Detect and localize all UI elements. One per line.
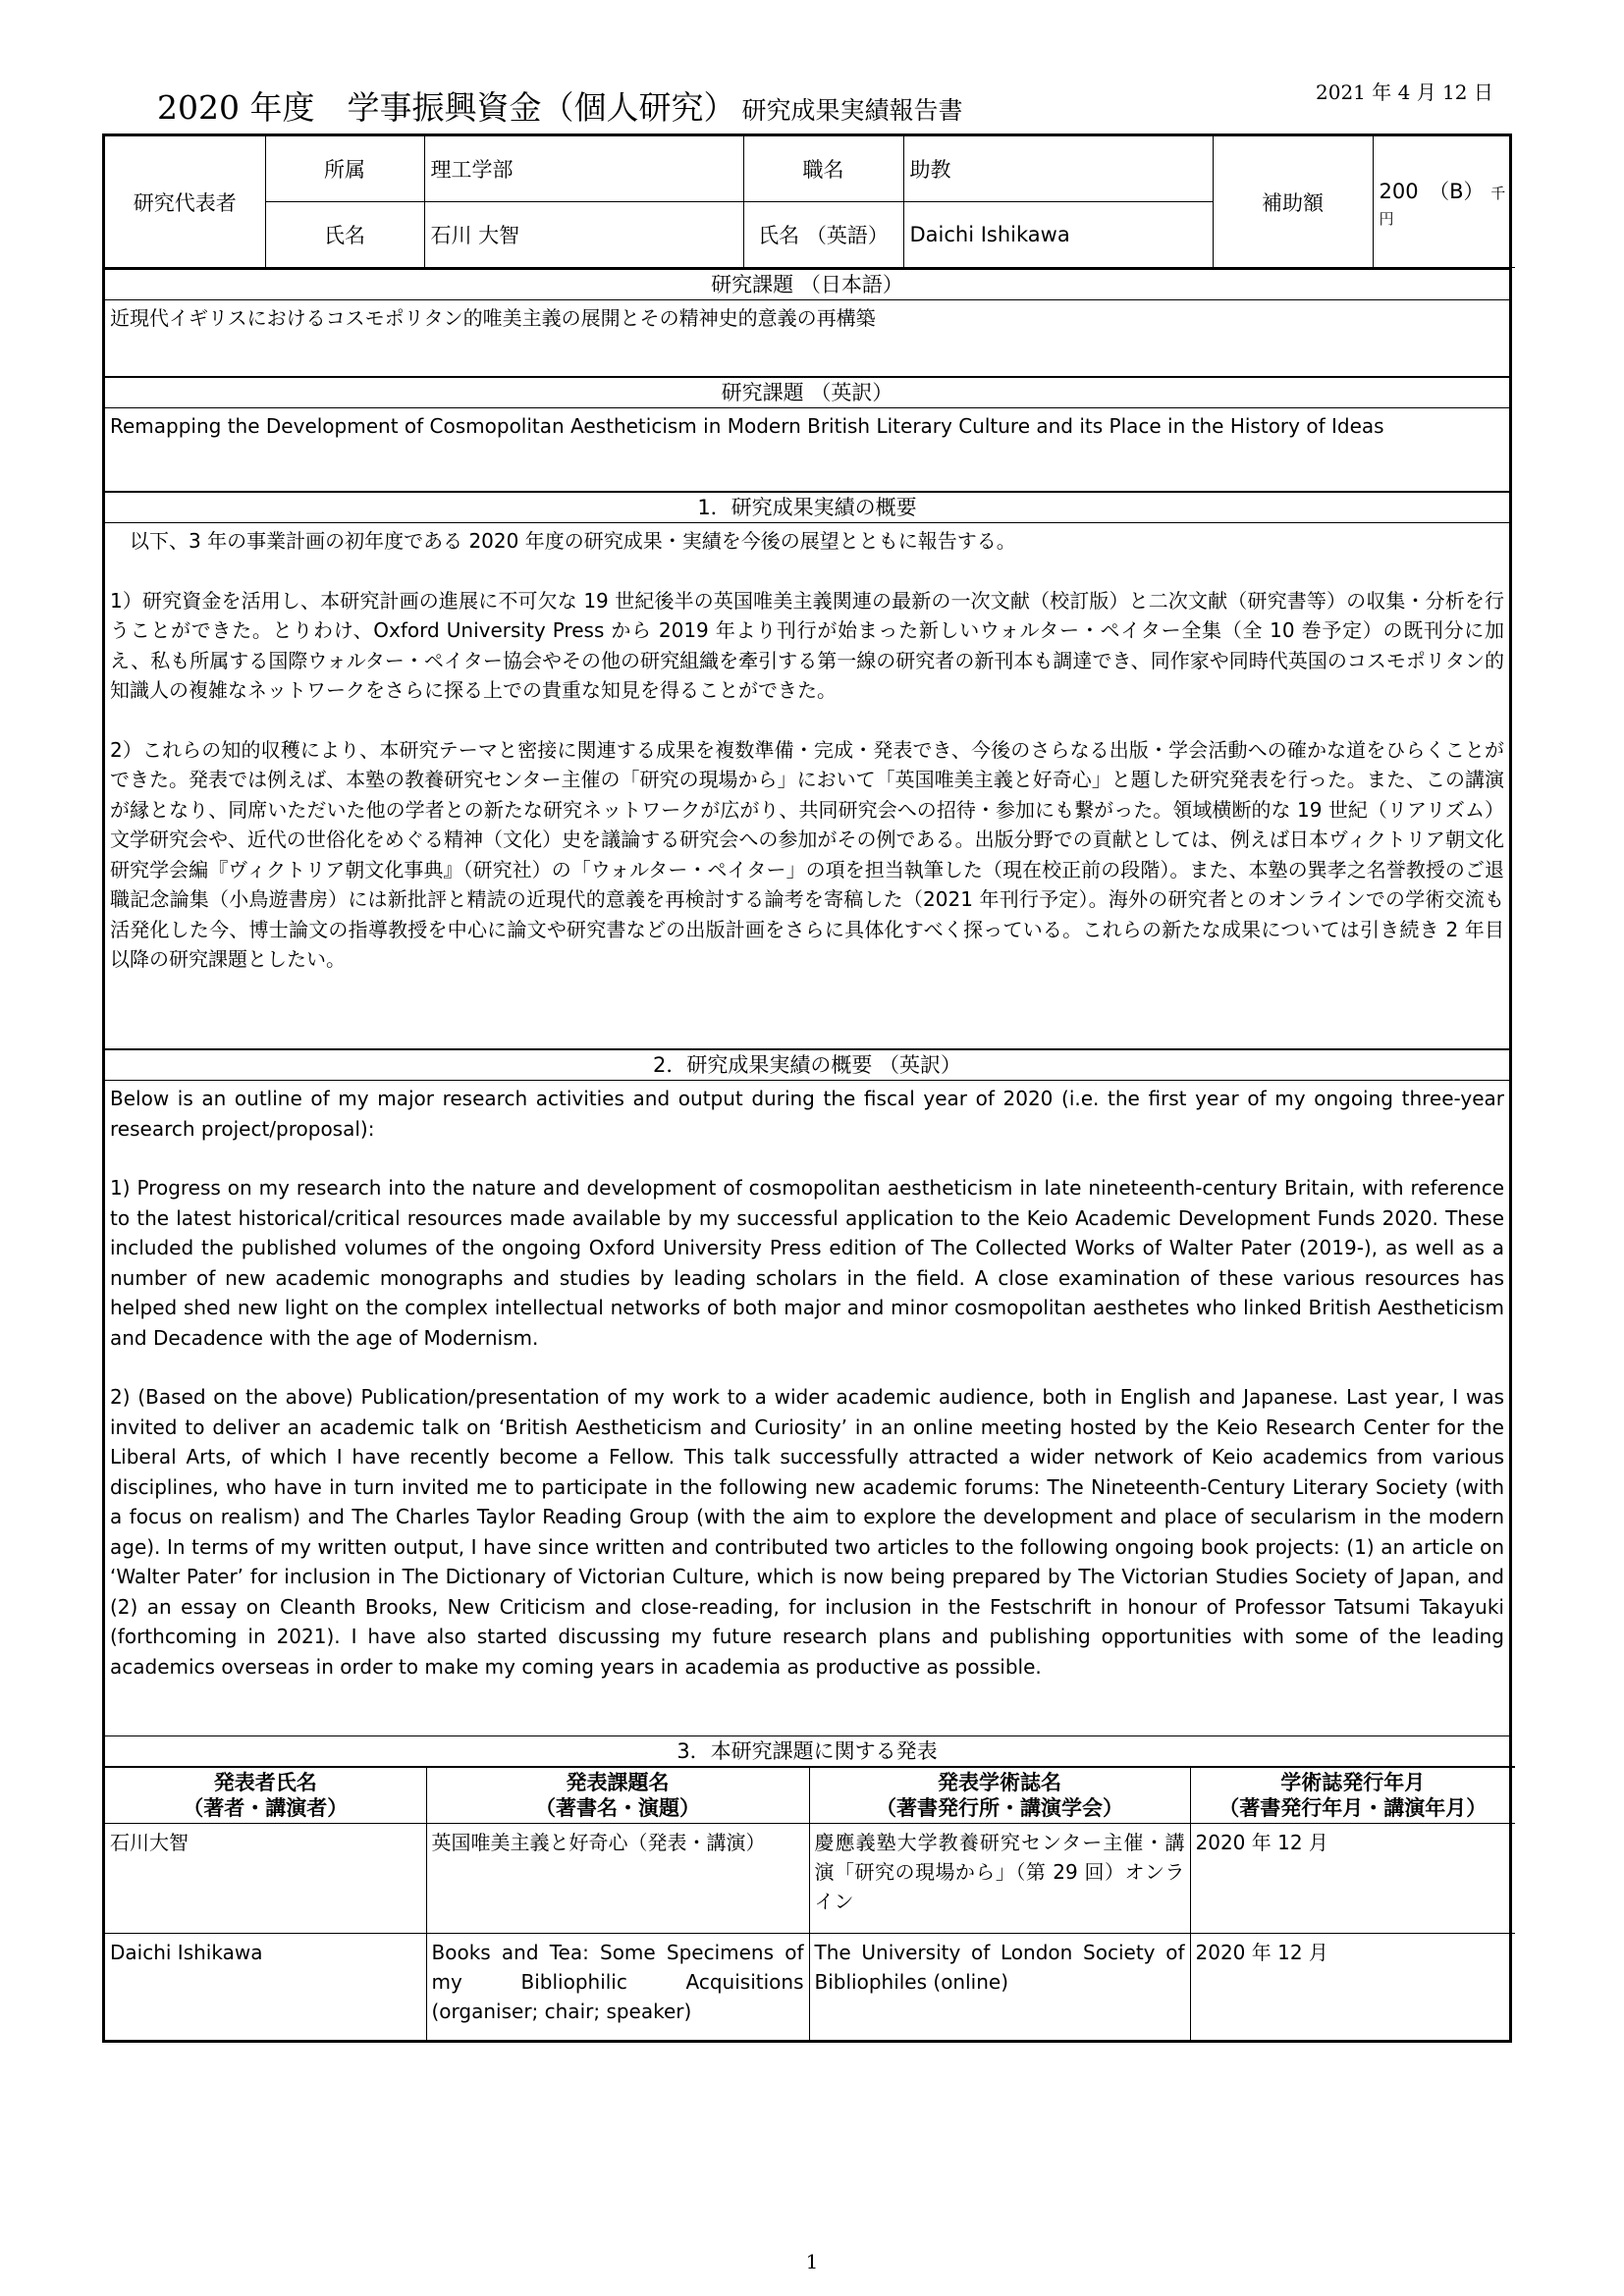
name-value: 石川 大智 xyxy=(424,202,743,268)
publications-heading: 3．本研究課題に関する発表 xyxy=(105,1735,1509,1766)
pub-title-cell: 英国唯美主義と好奇心（発表・講演） xyxy=(426,1824,809,1934)
summary-ja-p2: 1）研究資金を活用し、本研究計画の進展に不可欠な 19 世紀後半の英国唯美主義関連の最新の一次文献（校訂版）と二次文献（研究書等）の収集・分析を行うことができた。とりわけ、Oxford University Press から 2019 年より刊行が始まった新しいウォルター・ペイター全集（全 10 巻予定）の既刊分に加え、私も所属する国際ウォルター・ペイター協会やその他の研究組織を牽引する第一線の研究者の新刊本も調達でき、同作家や同時代英国のコスモポリタン的知識人の複雑なネットワークをさらに探る上での貴重な知見を得ることができた。 xyxy=(110,588,1504,702)
summary-en-p2: 1) Progress on my research into the nature and development of cosmopolitan aestheticism in late nineteenth-century Britain, with reference to the latest historical/critical resources made available by my successful application to the Keio Academic Development Funds 2020. These included the published volumes of the ongoing Oxford University Press edition of The Collected Works of Walter Pater (2019-), as well as a number of new academic monographs and studies by leading scholars in the field. A close examination of these various resources has helped shed new light on the complex intellectual networks of both major and minor cosmopolitan aesthetes who linked British Aestheticism and Decadence with the age of Modernism. xyxy=(110,1176,1504,1350)
publications-header-row xyxy=(105,1767,1515,1824)
name-label: 氏名 xyxy=(265,202,424,268)
table-row xyxy=(105,1934,1515,2040)
pub-date-cell: 2020 年 12 月 xyxy=(1190,1824,1515,1934)
name-en-label: 氏名 （英語） xyxy=(743,202,903,268)
header-table xyxy=(105,136,1515,268)
topic-ja-text: 近現代イギリスにおけるコスモポリタン的唯美主義の展開とその精神史的意義の再構築 xyxy=(110,306,876,330)
presenter-cell: Daichi Ishikawa xyxy=(105,1934,426,2040)
topic-ja-body xyxy=(105,299,1509,376)
publications-table xyxy=(105,1766,1515,2040)
title-main: 2020 年度 学事振興資金（個人研究） xyxy=(157,88,736,127)
title-sub: 研究成果実績報告書 xyxy=(741,96,963,125)
topic-en-text: Remapping the Development of Cosmopolitan Aestheticism in Modern British Literary Culture and its Place in the History of Ideas xyxy=(110,414,1384,438)
summary-ja-p1: 以下、3 年の事業計画の初年度である 2020 年度の研究成果・実績を今後の展望とともに報告する。 xyxy=(110,529,1016,553)
col-venue-header: 発表学術誌名 （著書発行所・講演学会） xyxy=(809,1767,1190,1824)
summary-en-heading: 2．研究成果実績の概要 （英訳） xyxy=(105,1048,1509,1080)
summary-en-body xyxy=(105,1080,1509,1735)
presenter-cell: 石川大智 xyxy=(105,1824,426,1934)
table-row xyxy=(105,1824,1515,1934)
rep-label: 研究代表者 xyxy=(105,136,265,268)
summary-ja-p3: 2）これらの知的収穫により、本研究テーマと密接に関連する成果を複数準備・完成・発表でき、今後のさらなる出版・学会活動への確かな道をひらくことができた。発表では例えば、本塾の教養研究センター主催の「研究の現場から」において「英国唯美主義と好奇心」と題した研究発表を行った。また、この講演が縁となり、同席いただいた他の学者との新たな研究ネットワークが広がり、共同研究会への招待・参加にも繋がった。領域横断的な 19 世紀（リアリズム）文学研究会や、近代の世俗化をめぐる精神（文化）史を議論する研究会への参加がその例である。出版分野での貢献としては、例えば日本ヴィクトリア朝文化研究学会編『ヴィクトリア朝文化事典』（研究社）の「ウォルター・ペイター」の項を担当執筆した（現在校正前の段階）。また、本塾の巽孝之名誉教授のご退職記念論集（小鳥遊書房）には新批評と精読の近現代的意義を再検討する論考を寄稿した（2021 年刊行予定）。海外の研究者とのオンラインでの学術交流も活発化した今、博士論文の指導教授を中心に論文や研究書などの出版計画をさらに具体化すべく探っている。これらの新たな成果については引き続き 2 年目以降の研究課題としたい。 xyxy=(110,737,1504,971)
venue-cell: The University of London Society of Bibliophiles (online) xyxy=(809,1934,1190,2040)
position-label: 職名 xyxy=(743,136,903,202)
topic-en-heading: 研究課題 （英訳） xyxy=(105,376,1509,407)
grant-cell xyxy=(1373,136,1515,268)
affiliation-value: 理工学部 xyxy=(424,136,743,202)
summary-en-p3: 2) (Based on the above) Publication/presentation of my work to a wider academic audience, both in English and Japanese. Last year, I was invited to deliver an academic talk on ‘British Aestheticism and Curiosity’ in an online meeting hosted by the Keio Research Center for the Liberal Arts, of which I have recently become a Fellow. This talk successfully attracted a wider network of Keio academics from various disciplines, who have in turn invited me to participate in the following new academic forums: The Nineteenth-Century Literary Society (with a focus on realism) and The Charles Taylor Reading Group (with the aim to explore the development and place of secularism in the modern age). In terms of my written output, I have since written and contributed two articles to the following ongoing book projects: (1) an article on ‘Walter Pater’ for inclusion in The Dictionary of Victorian Culture, which is now being prepared by The Victorian Studies Society of Japan, and (2) an essay on Cleanth Brooks, New Criticism and close-reading, for inclusion in the Festschrift in honour of Professor Tatsumi Takayuki (forthcoming in 2021). I have also started discussing my future research plans and publishing opportunities with some of the leading academics overseas in order to make my coming years in academia as productive as possible. xyxy=(110,1385,1504,1679)
position-value: 助教 xyxy=(903,136,1213,202)
page-number: 1 xyxy=(805,2250,819,2273)
summary-ja-body xyxy=(105,522,1509,1048)
venue-cell: 慶應義塾大学教養研究センター主催・講演「研究の現場から」（第 29 回）オンライン xyxy=(809,1824,1190,1934)
grant-unit: 千円 xyxy=(1379,184,1506,228)
report-form xyxy=(102,133,1512,2043)
affiliation-label: 所属 xyxy=(265,136,424,202)
pub-title-cell: Books and Tea: Some Specimens of my Bibliophilic Acquisitions (organiser; chair; speaker) xyxy=(426,1934,809,2040)
topic-ja-heading: 研究課題 （日本語） xyxy=(105,268,1509,299)
grant-value: 200 （B） xyxy=(1379,179,1485,203)
col-title-header: 発表課題名 （著書名・演題） xyxy=(426,1767,809,1824)
summary-en-p1: Below is an outline of my major research activities and output during the fiscal year of 2020 (i.e. the first year of my ongoing three-year research project/proposal): xyxy=(110,1087,1504,1141)
grant-label: 補助額 xyxy=(1213,136,1373,268)
name-en-value: Daichi Ishikawa xyxy=(903,202,1213,268)
col-presenter-header: 発表者氏名 （著者・講演者） xyxy=(105,1767,426,1824)
page-title xyxy=(157,82,963,129)
topic-en-body xyxy=(105,407,1509,491)
summary-ja-heading: 1．研究成果実績の概要 xyxy=(105,491,1509,522)
pub-date-cell: 2020 年 12 月 xyxy=(1190,1934,1515,2040)
report-date: 2021 年 4 月 12 日 xyxy=(1316,80,1493,104)
col-date-header: 学術誌発行年月 （著書発行年月・講演年月） xyxy=(1190,1767,1515,1824)
